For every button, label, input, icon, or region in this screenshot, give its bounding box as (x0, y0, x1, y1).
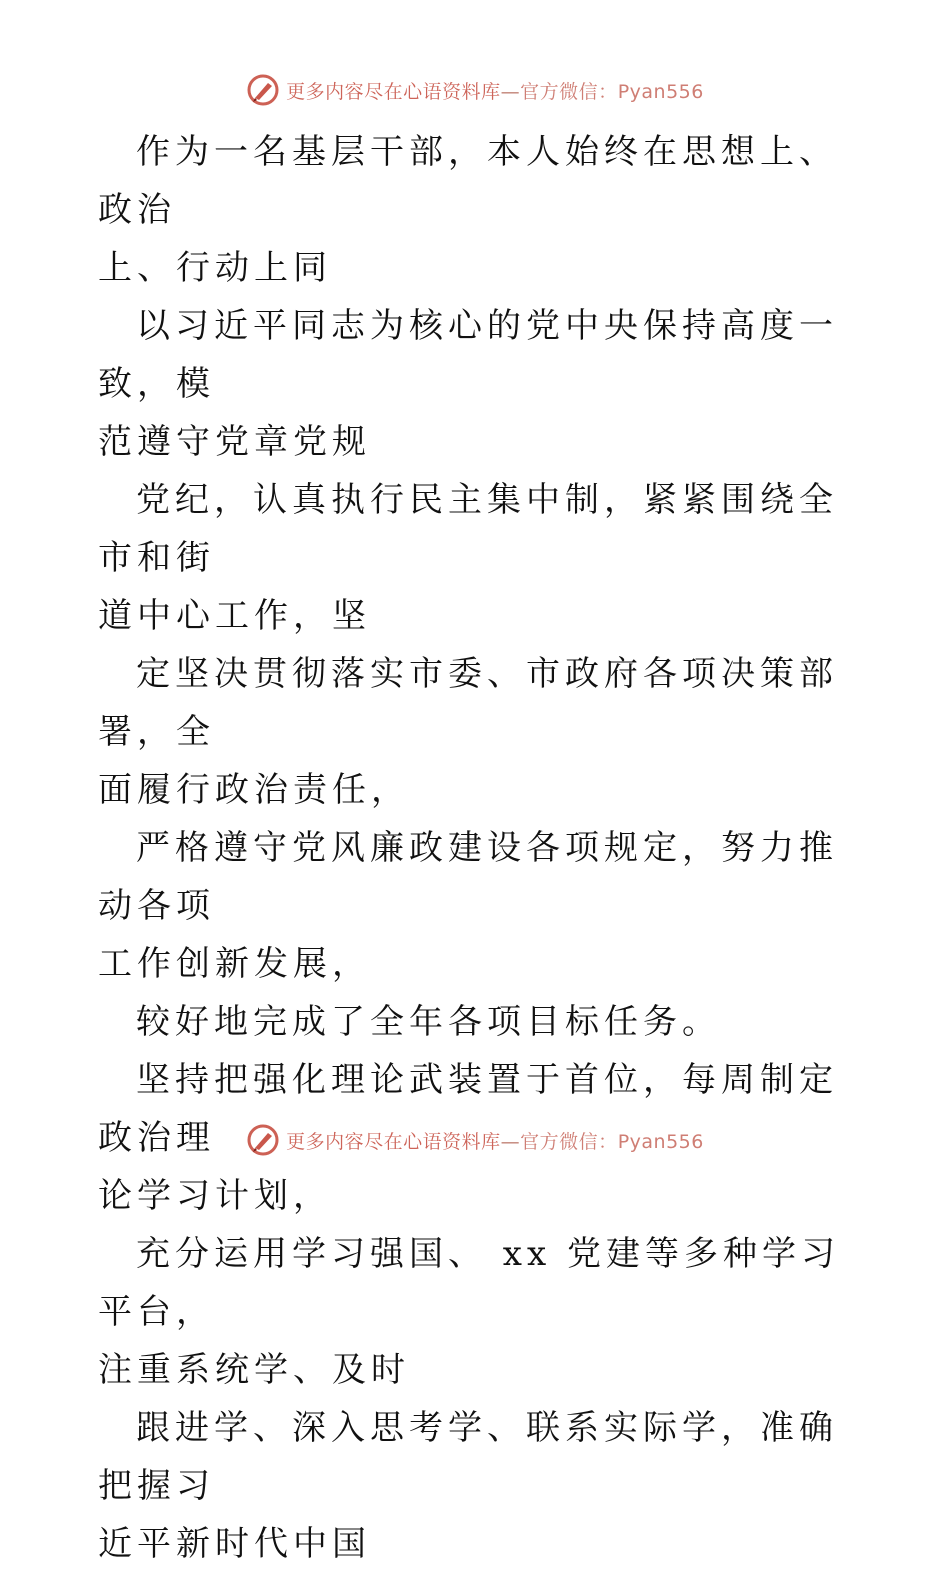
footer-watermark (0, 1120, 950, 1160)
paragraph: 充分运用学习强国、 xx 党建等多种学习平台， 注重系统学、及时 (98, 1234, 840, 1390)
paragraph: 坚持把强化理论武装置于首位，每周制定政治理 论学习计划， (98, 1060, 838, 1216)
document-body (98, 123, 858, 1573)
pen-logo-icon (246, 1123, 280, 1157)
paragraph: 跟进学、深入思考学、联系实际学，准确把握习 近平新时代中国 (98, 1408, 838, 1564)
paragraph: 严格遵守党风廉政建设各项规定，努力推动各项 工作创新发展， (98, 828, 838, 984)
paragraph: 定坚决贯彻落实市委、市政府各项决策部署，全 面履行政治责任， (98, 654, 838, 810)
paragraph: 作为一名基层干部，本人始终在思想上、政治 上、行动上同 (98, 132, 838, 288)
paragraph: 以习近平同志为核心的党中央保持高度一致，模 范遵守党章党规 (98, 306, 838, 462)
paragraph: 较好地完成了全年各项目标任务。 (136, 1002, 721, 1042)
paragraph: 党纪，认真执行民主集中制，紧紧围绕全市和街 道中心工作，坚 (98, 480, 838, 636)
header-watermark (0, 70, 950, 110)
watermark-text: 更多内容尽在心语资料库—官方微信：Pyan556 (286, 80, 704, 103)
pen-logo-icon (246, 73, 280, 107)
watermark-text: 更多内容尽在心语资料库—官方微信：Pyan556 (286, 1130, 704, 1153)
